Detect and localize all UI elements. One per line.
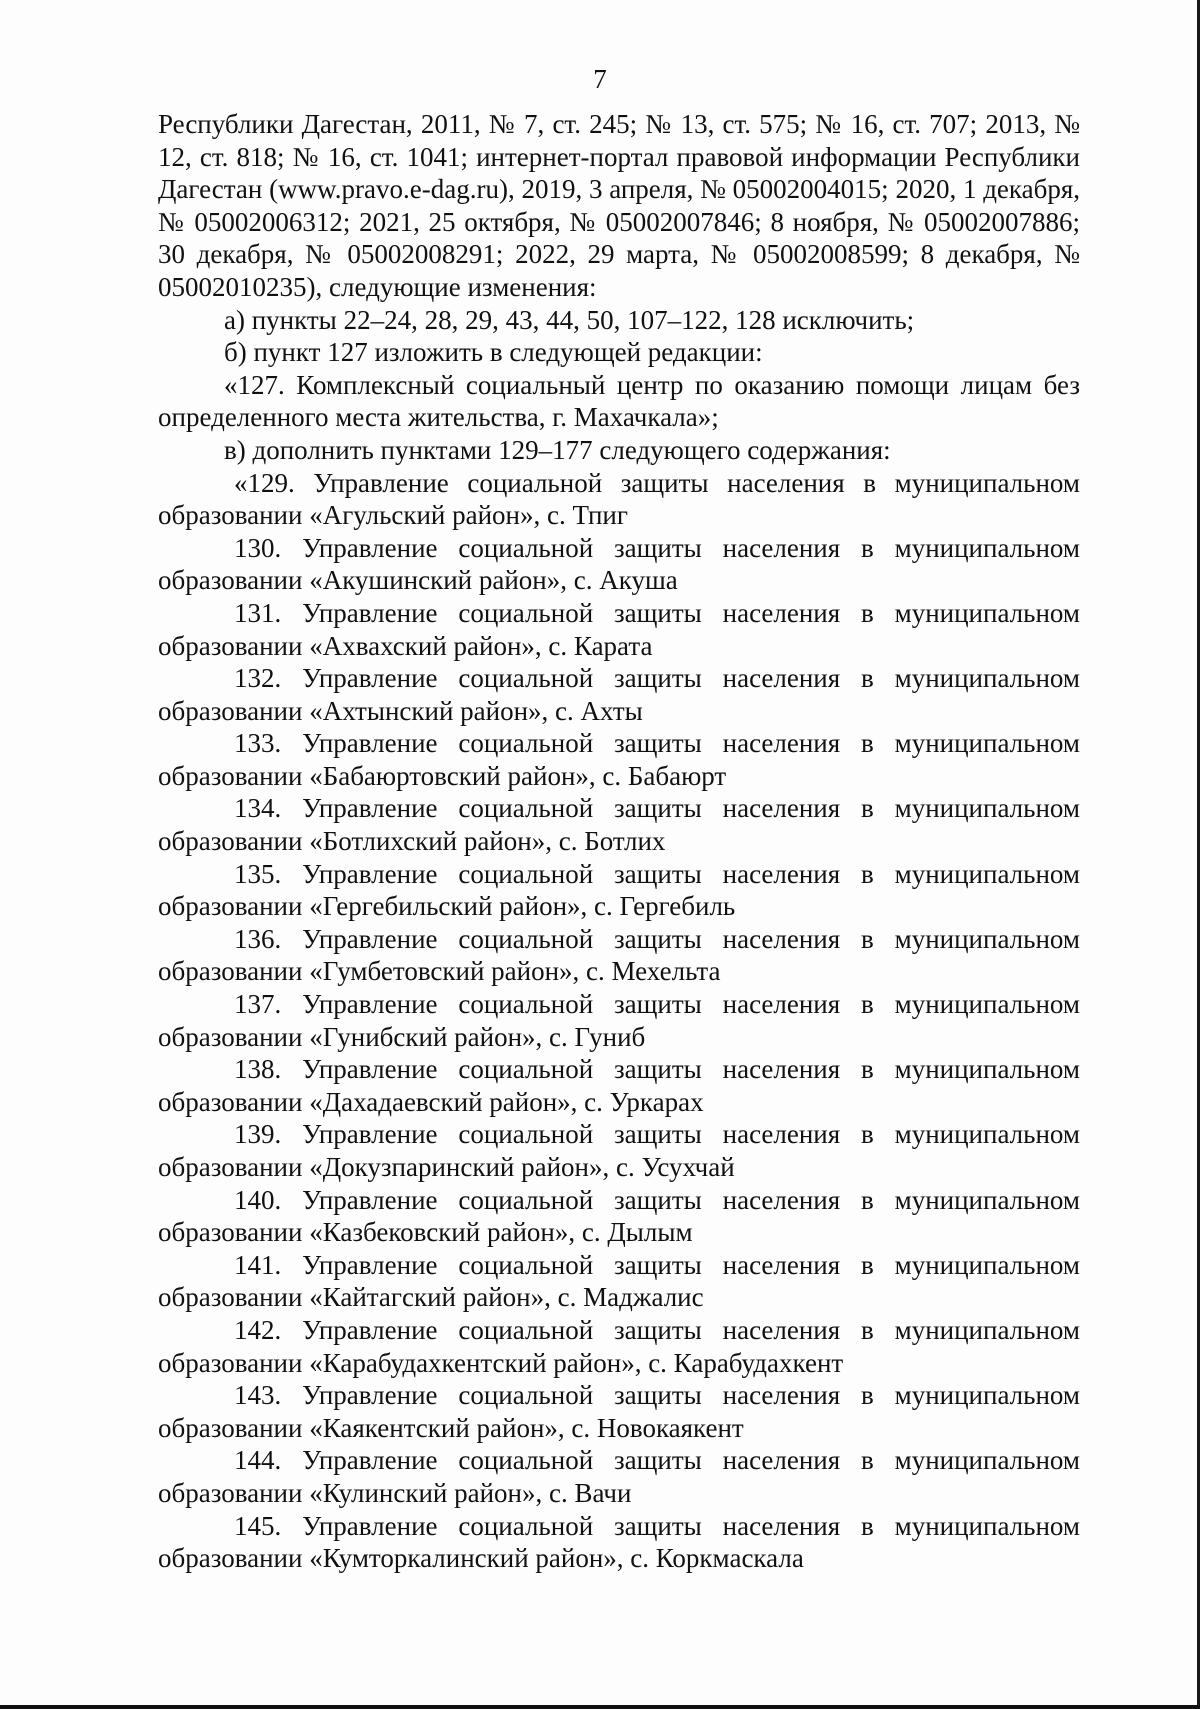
paragraph-item-127: «127. Комплексный социальный центр по оказанию помощи лицам без определенного места жительства, г. Махачкала»; xyxy=(158,369,1080,433)
document-body xyxy=(158,108,1080,1575)
list-item: 139. Управление социальной защиты населения в муниципальном образовании «Докузпаринский район», с. Усухчай xyxy=(158,1119,1080,1182)
paragraph-continuation: Республики Дагестан, 2011, № 7, ст. 245; № 13, ст. 575; № 16, ст. 707; 2013, № 12, ст. 818; № 16, ст. 1041; интернет-портал правовой информации Республики Дагестан (www.pravo.e-dag.ru), 2019, 3 апреля, № 05002004015; 2020, 1 декабря, № 05002006312; 2021, 25 октября, № 05002007846; 8 ноября, № 05002007886; 30 декабря, № 05002008291; 2022, 29 марта, № 05002008599; 8 декабря, № 05002010235), следующие изменения: xyxy=(158,109,1081,302)
list-item: 134. Управление социальной защиты населения в муниципальном образовании «Ботлихский район», с. Ботлих xyxy=(158,793,1080,857)
list-item: 137. Управление социальной защиты населения в муниципальном образовании «Гунибский район», с. Гуниб xyxy=(158,989,1080,1052)
list-item: 138. Управление социальной защиты населения в муниципальном образовании «Дахадаевский район», с. Уркарах xyxy=(158,1054,1080,1117)
list-item: 143. Управление социальной защиты населения в муниципальном образовании «Каякентский район», с. Новокаякент xyxy=(158,1380,1080,1443)
list-item: 132. Управление социальной защиты населения в муниципальном образовании «Ахтынский район», с. Ахты xyxy=(158,663,1080,726)
list-item: 140. Управление социальной защиты населения в муниципальном образовании «Казбековский район», с. Дылым xyxy=(158,1184,1080,1248)
page-number: 7 xyxy=(593,64,607,94)
list-item: 141. Управление социальной защиты населения в муниципальном образовании «Кайтагский район», с. Маджалис xyxy=(158,1249,1080,1313)
list-item: 145. Управление социальной защиты населения в муниципальном образовании «Кумторкалинский район», с. Коркмаскала xyxy=(158,1510,1080,1574)
paragraph-item-b: б) пункт 127 изложить в следующей редакции: xyxy=(224,337,763,368)
list-item: 133. Управление социальной защиты населения в муниципальном образовании «Бабаюртовский район», с. Бабаюрт xyxy=(158,728,1080,791)
paragraph-item-a: а) пункты 22–24, 28, 29, 43, 44, 50, 107–122, 128 исключить; xyxy=(224,304,915,335)
list-item: 135. Управление социальной защиты населения в муниципальном образовании «Гергебильский район», с. Гергебиль xyxy=(158,858,1080,922)
list-item: «129. Управление социальной защиты населения в муниципальном образовании «Агульский район», с. Тпиг xyxy=(158,467,1080,531)
list-item: 142. Управление социальной защиты населения в муниципальном образовании «Карабудахкентский район», с. Карабудахкент xyxy=(158,1314,1080,1378)
list-item: 144. Управление социальной защиты населения в муниципальном образовании «Кулинский район», с. Вачи xyxy=(158,1445,1080,1508)
paragraph-item-v: в) дополнить пунктами 129–177 следующего содержания: xyxy=(224,434,891,465)
list-item: 136. Управление социальной защиты населения в муниципальном образовании «Гумбетовский район», с. Мехельта xyxy=(158,923,1080,987)
scan-edge-bottom xyxy=(0,1705,1200,1709)
list-item: 131. Управление социальной защиты населения в муниципальном образовании «Ахвахский район», с. Карата xyxy=(158,597,1080,661)
list-item: 130. Управление социальной защиты населения в муниципальном образовании «Акушинский район», с. Акуша xyxy=(158,532,1080,596)
